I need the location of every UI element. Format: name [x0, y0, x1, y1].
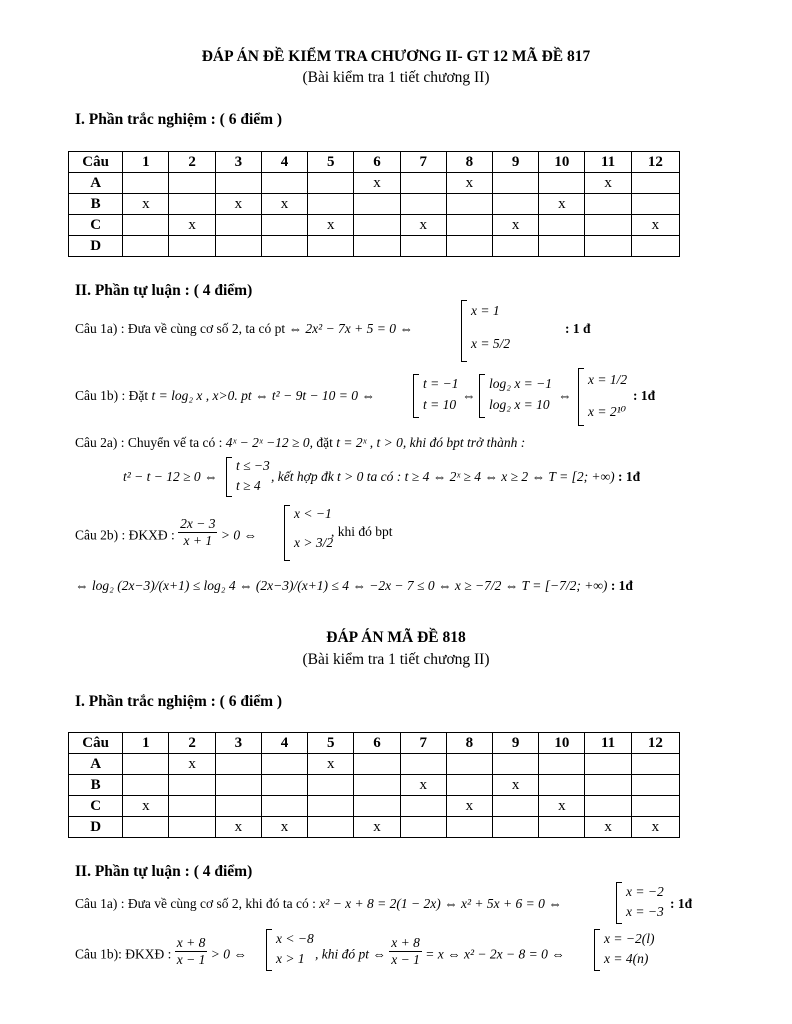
table-817-header-q2: 2 — [169, 152, 215, 173]
table-818-cell — [539, 817, 585, 838]
q1a-system — [461, 300, 531, 362]
table-817-cell — [585, 194, 631, 215]
q2a-eq: 4ˣ − 2ˣ −12 ≥ 0, — [225, 435, 313, 450]
q1a-text: Câu 1a) : Đưa về cùng cơ số 2, ta có pt — [75, 321, 286, 336]
table-817-header-q10: 10 — [539, 152, 585, 173]
q1b-818-fraction-2 — [389, 935, 422, 968]
q1b-818-sys2-line-2: x = 4(n) — [604, 951, 649, 966]
table-817-row-D — [69, 236, 680, 257]
table-818-cell — [261, 754, 307, 775]
table-818-header-q3: 3 — [215, 733, 261, 754]
q2b-line2 — [75, 578, 633, 594]
table-817-cell: x — [123, 194, 169, 215]
table-818-cell — [631, 796, 679, 817]
table-818-cell: x — [169, 754, 215, 775]
table-818-cell: x — [308, 754, 354, 775]
q1b-sys1-line-1: t = −1 — [423, 376, 459, 391]
table-818-cell — [446, 775, 492, 796]
table-817-cell — [354, 194, 400, 215]
table-817-cell — [446, 215, 492, 236]
title-817: ĐÁP ÁN ĐỀ KIỂM TRA CHƯƠNG II- GT 12 MÃ ĐỀ 817 — [201, 48, 591, 65]
mc-heading-818: I. Phần trắc nghiệm : ( 6 điểm ) — [75, 693, 283, 710]
table-818-header-q8: 8 — [446, 733, 492, 754]
q2a-system — [226, 457, 270, 497]
table-818-cell — [493, 754, 539, 775]
table-818-cell — [169, 775, 215, 796]
table-817-cell — [400, 194, 446, 215]
table-817-cell: x — [631, 215, 679, 236]
table-818-cell — [493, 796, 539, 817]
table-817-cell — [539, 173, 585, 194]
q1b-sys3-line-2: x = 2¹⁰ — [588, 404, 627, 419]
q1b-818-eq2: = x ⇔ x² − 2x − 8 = 0 ⇔ — [425, 946, 565, 962]
table-818-cell — [261, 775, 307, 796]
table-817-cell — [400, 236, 446, 257]
table-817-row-A — [69, 173, 680, 194]
table-818-cell — [215, 754, 261, 775]
q1b-eq2: ⇔ t² − 9t − 10 = 0 ⇔ — [255, 388, 375, 403]
q1b-818-sys2-line-1: x = −2(l) — [604, 931, 655, 946]
q1b-text: Câu 1b) : Đặt — [75, 388, 149, 403]
table-818-cell — [585, 775, 631, 796]
table-817-cell — [493, 236, 539, 257]
table-818-cell — [446, 754, 492, 775]
table-817-header-q3: 3 — [215, 152, 261, 173]
table-817-header-q9: 9 — [493, 152, 539, 173]
q2a-t2: t = 2ˣ , t > 0, khi đó bpt trở thành : — [336, 435, 526, 450]
table-817-header-q8: 8 — [446, 152, 492, 173]
table-817-cell — [493, 194, 539, 215]
q1b-system-1 — [413, 374, 461, 418]
table-818-cell — [354, 775, 400, 796]
table-818-cell: x — [493, 775, 539, 796]
q1b-system-2 — [479, 374, 559, 418]
q2b-system — [284, 505, 334, 561]
table-818-header-question: Câu — [69, 733, 123, 754]
table-818-cell — [169, 817, 215, 838]
table-818-cell: x — [446, 796, 492, 817]
q1b-score: : 1đ — [633, 388, 656, 403]
table-817-cell — [215, 236, 261, 257]
q1b-818-sys1-line-1: x < −8 — [276, 931, 314, 946]
q2b-score: : 1đ — [610, 578, 633, 593]
table-817-header-q1: 1 — [123, 152, 169, 173]
table-817-cell — [493, 173, 539, 194]
essay-heading-818: II. Phần tự luận : ( 4 điểm) — [75, 863, 253, 880]
table-818-row-label: B — [69, 775, 123, 796]
q1a-818-eq: x² − x + 8 = 2(1 − 2x) ⇔ x² + 5x + 6 = 0 ⇔ — [319, 896, 562, 911]
table-817-row-C — [69, 215, 680, 236]
table-817-cell: x — [585, 173, 631, 194]
q1b-818-frac2-num: x + 8 — [391, 935, 420, 950]
table-817-header-row — [69, 152, 680, 173]
table-818-cell — [123, 817, 169, 838]
q1b-818-system-2 — [594, 929, 674, 971]
answer-table-818 — [68, 732, 680, 838]
table-818-row-label: C — [69, 796, 123, 817]
table-817-cell — [631, 236, 679, 257]
table-817-cell — [308, 173, 354, 194]
subtitle-817: (Bài kiểm tra 1 tiết chương II) — [302, 69, 490, 86]
table-817-header-q7: 7 — [400, 152, 446, 173]
table-818-row-A — [69, 754, 680, 775]
q1b-818-eq: > 0 ⇔ — [210, 946, 247, 962]
q1a-818-text: Câu 1a) : Đưa về cùng cơ số 2, khi đó ta có : — [75, 896, 316, 911]
iff-symbol: ⇔ — [558, 388, 572, 403]
table-818-cell — [308, 817, 354, 838]
q1b-818-system-1 — [266, 929, 316, 971]
table-818-cell — [123, 754, 169, 775]
table-818-cell: x — [123, 796, 169, 817]
table-818-cell — [585, 796, 631, 817]
q2a-line2a: t² − t − 12 ≥ 0 ⇔ — [123, 469, 218, 484]
q1b-818-sys1-line-2: x > 1 — [276, 951, 305, 966]
table-818-cell — [400, 796, 446, 817]
table-817-row-label: D — [69, 236, 123, 257]
iff-symbol: ⇔ — [462, 388, 476, 403]
q1b-817 — [75, 388, 375, 404]
table-818-cell — [215, 775, 261, 796]
table-818-row-C — [69, 796, 680, 817]
q2a-score: : 1đ — [618, 469, 641, 484]
mc-heading-817: I. Phần trắc nghiệm : ( 6 điểm ) — [75, 111, 283, 128]
q1a-818-sys-line-2: x = −3 — [626, 904, 664, 919]
table-818-header-q12: 12 — [631, 733, 679, 754]
q1b-818-mid-text: , khi đó pt ⇔ — [315, 946, 386, 962]
table-818-cell — [400, 817, 446, 838]
table-817-cell — [446, 194, 492, 215]
table-818-row-D — [69, 817, 680, 838]
table-817-cell: x — [493, 215, 539, 236]
q2b-text: Câu 2b) : ĐKXĐ : — [75, 527, 175, 543]
table-817-cell — [308, 236, 354, 257]
table-817-cell: x — [169, 215, 215, 236]
q1b-eq1: t = log₂ x , x>0. pt — [151, 388, 252, 403]
table-817-row-label: B — [69, 194, 123, 215]
q1b-818-frac2-den: x − 1 — [391, 952, 420, 967]
table-818-header-q9: 9 — [493, 733, 539, 754]
q2b-tail: , khi đó bpt — [331, 524, 393, 539]
table-817-cell — [446, 236, 492, 257]
table-818-cell — [631, 754, 679, 775]
q2b-frac-num: 2x − 3 — [180, 516, 216, 531]
table-818-cell — [539, 754, 585, 775]
q2b-sys-line-1: x < −1 — [294, 506, 332, 521]
q1a-818-system — [616, 882, 668, 924]
q1a-818 — [75, 896, 562, 912]
q2b-frac-den: x + 1 — [183, 533, 213, 548]
table-817-cell: x — [354, 173, 400, 194]
q1a-818-sys-line-1: x = −2 — [626, 884, 664, 899]
q1b-sys1-line-2: t = 10 — [423, 397, 457, 412]
table-817-cell — [169, 236, 215, 257]
table-818-cell: x — [631, 817, 679, 838]
table-818-header-q7: 7 — [400, 733, 446, 754]
table-817-cell — [308, 194, 354, 215]
table-818-cell — [123, 775, 169, 796]
q2b-817 — [75, 516, 257, 549]
table-818-cell — [354, 796, 400, 817]
table-817-header-question: Câu — [69, 152, 123, 173]
table-817-cell — [123, 215, 169, 236]
table-818-cell — [169, 796, 215, 817]
table-817-cell: x — [539, 194, 585, 215]
table-818-cell — [354, 754, 400, 775]
table-817-cell — [354, 236, 400, 257]
table-817-cell — [354, 215, 400, 236]
table-817-cell — [585, 215, 631, 236]
q1b-818 — [75, 935, 247, 968]
q1b-system-3 — [578, 368, 628, 426]
table-817-cell — [585, 236, 631, 257]
table-817-cell — [631, 173, 679, 194]
table-818-cell: x — [539, 796, 585, 817]
table-818-header-q2: 2 — [169, 733, 215, 754]
table-817-cell — [261, 215, 307, 236]
table-817-cell: x — [261, 194, 307, 215]
table-818-cell: x — [261, 817, 307, 838]
table-817-cell — [123, 236, 169, 257]
table-817-header-q5: 5 — [308, 152, 354, 173]
table-817-cell: x — [308, 215, 354, 236]
table-818-header-q4: 4 — [261, 733, 307, 754]
q2a-line2-end — [271, 469, 640, 485]
q2b-sys-line-2: x > 3/2 — [294, 535, 334, 550]
q2a-line2-start — [123, 469, 218, 485]
table-818-header-q5: 5 — [308, 733, 354, 754]
table-817-cell — [631, 194, 679, 215]
table-817-cell — [261, 236, 307, 257]
table-818-cell — [493, 817, 539, 838]
table-818-row-B — [69, 775, 680, 796]
q2a-817 — [75, 435, 525, 451]
table-817-cell — [539, 215, 585, 236]
title-818: ĐÁP ÁN MÃ ĐỀ 818 — [326, 629, 466, 646]
essay-heading-817: II. Phần tự luận : ( 4 điểm) — [75, 282, 253, 299]
table-818-cell: x — [354, 817, 400, 838]
table-818-cell: x — [400, 775, 446, 796]
table-817-row-label: C — [69, 215, 123, 236]
table-817-header-q12: 12 — [631, 152, 679, 173]
table-817-cell — [123, 173, 169, 194]
q1b-818-frac-den: x − 1 — [176, 952, 206, 967]
answer-table-817 — [68, 151, 680, 257]
q1b-818-mid — [315, 935, 565, 968]
subtitle-818: (Bài kiểm tra 1 tiết chương II) — [302, 651, 490, 668]
q1a-sys-line-1: x = 1 — [471, 303, 500, 318]
table-818-cell — [400, 754, 446, 775]
table-818-cell — [446, 817, 492, 838]
table-818-header-q6: 6 — [354, 733, 400, 754]
table-817-cell — [215, 173, 261, 194]
table-818-cell — [215, 796, 261, 817]
q2a-t1: đặt — [316, 435, 333, 450]
q2b-eq: > 0 ⇔ — [220, 527, 257, 543]
q1b-818-text: Câu 1b): ĐKXĐ : — [75, 946, 172, 962]
table-817-cell: x — [446, 173, 492, 194]
table-818-cell — [261, 796, 307, 817]
table-818-cell — [308, 796, 354, 817]
q1b-818-fraction — [175, 935, 208, 968]
table-817-cell: x — [400, 215, 446, 236]
table-818-row-label: A — [69, 754, 123, 775]
table-818-row-label: D — [69, 817, 123, 838]
q1b-sys2-line-2: log₂ x = 10 — [489, 397, 550, 412]
table-818-cell: x — [585, 817, 631, 838]
table-817-cell — [169, 173, 215, 194]
q1a-score: : 1 đ — [565, 321, 591, 336]
q1a-817 — [75, 321, 413, 337]
table-817-cell: x — [215, 194, 261, 215]
q2b-fraction — [178, 516, 217, 549]
table-818-header-row — [69, 733, 680, 754]
table-817-cell — [400, 173, 446, 194]
q1b-818-frac-num: x + 8 — [176, 935, 206, 950]
table-818-cell: x — [215, 817, 261, 838]
table-818-cell — [308, 775, 354, 796]
q1a-eq: ⇔ 2x² − 7x + 5 = 0 ⇔ — [288, 321, 413, 336]
table-817-header-q11: 11 — [585, 152, 631, 173]
table-817-cell — [261, 173, 307, 194]
q2a-sys-line-1: t ≤ −3 — [236, 458, 270, 473]
table-818-cell — [539, 775, 585, 796]
table-818-cell — [585, 754, 631, 775]
q1a-818-score: : 1đ — [670, 896, 693, 911]
table-817-row-B — [69, 194, 680, 215]
table-818-header-q1: 1 — [123, 733, 169, 754]
table-817-header-q6: 6 — [354, 152, 400, 173]
q1b-sys2-line-1: log₂ x = −1 — [489, 376, 553, 391]
table-817-header-q4: 4 — [261, 152, 307, 173]
table-817-row-label: A — [69, 173, 123, 194]
table-817-cell — [169, 194, 215, 215]
table-818-cell — [631, 775, 679, 796]
q2a-line2b: , kết hợp đk t > 0 ta có : t ≥ 4 ⇔ 2ˣ ≥ 4 ⇔ x ≥ 2 ⇔ T = [2; +∞) — [271, 469, 615, 484]
table-818-header-q10: 10 — [539, 733, 585, 754]
q2b-line2-eq: ⇔ log₂ (2x−3)/(x+1) ≤ log₂ 4 ⇔ (2x−3)/(x+1) ≤ 4 ⇔ −2x − 7 ≤ 0 ⇔ x ≥ −7/2 ⇔ T = [−7/2; +∞) — [75, 578, 608, 593]
q1b-sys3-line-1: x = 1/2 — [588, 372, 628, 387]
q2a-text: Câu 2a) : Chuyển vế ta có : — [75, 435, 223, 450]
q2a-sys-line-2: t ≥ 4 — [236, 478, 261, 493]
table-817-cell — [215, 215, 261, 236]
q1a-sys-line-2: x = 5/2 — [471, 336, 511, 351]
table-818-header-q11: 11 — [585, 733, 631, 754]
table-817-cell — [539, 236, 585, 257]
